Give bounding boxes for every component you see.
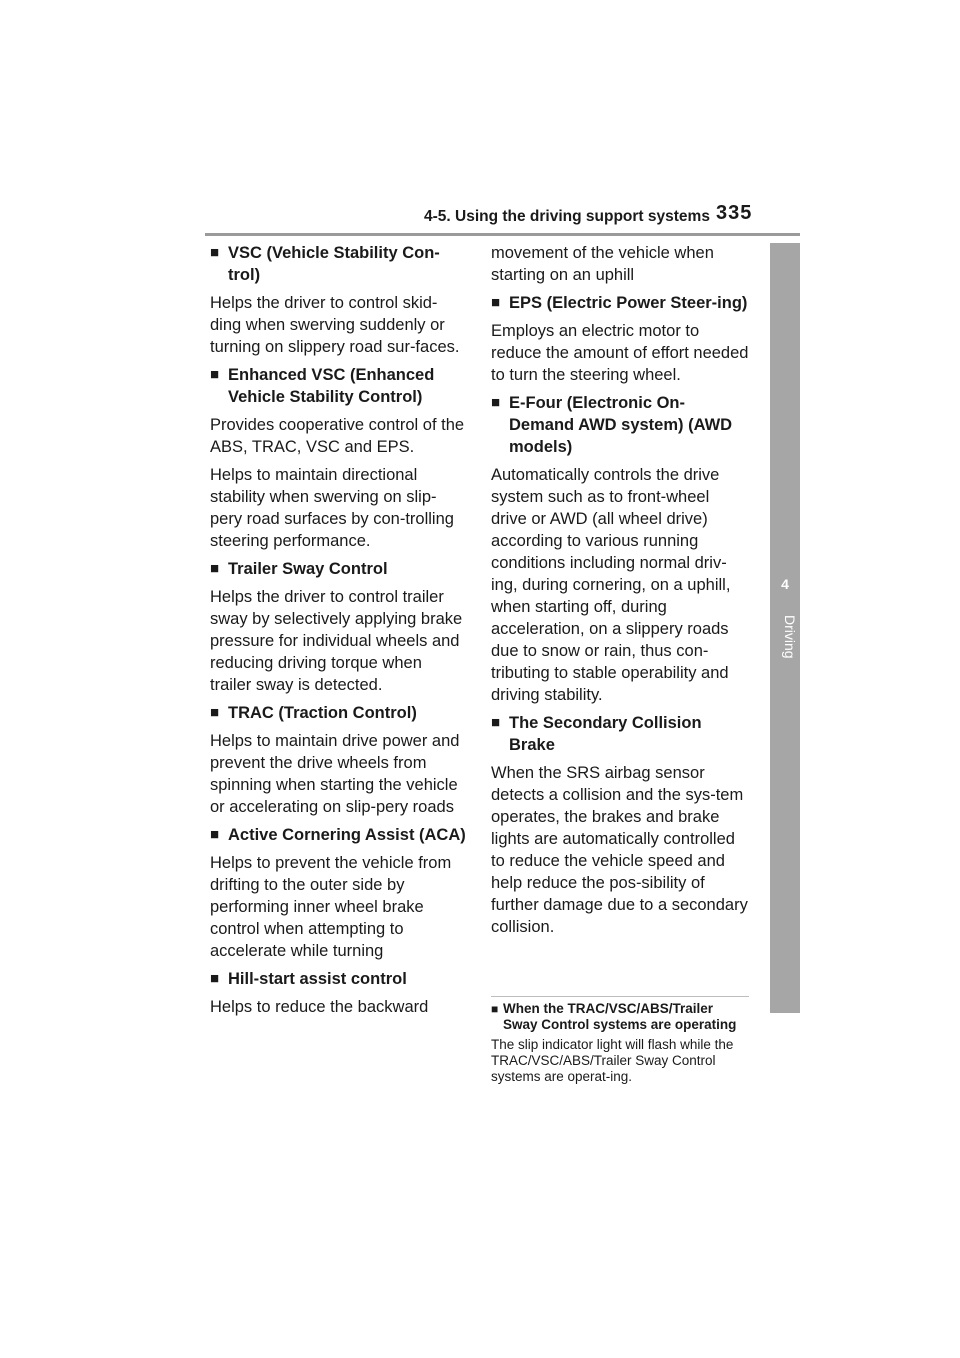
heading-enhanced-vsc	[210, 364, 466, 408]
paragraph: When the SRS airbag sensor detects a collision and the sys-tem operates, the brakes and brake lights are automatically controlled to reduce the vehicle speed and help reduce the pos-sibility of further damage due to a secondary collision.	[491, 764, 748, 936]
note-divider	[491, 996, 749, 997]
page-number: 335	[716, 202, 753, 224]
section-title: 4-5. Using the driving support systems	[424, 208, 710, 225]
paragraph: Helps to prevent the vehicle from drifting to the outer side by performing inner wheel brake control when attempting to accelerate while turning	[210, 854, 452, 960]
heading-text: TRAC (Traction Control)	[228, 704, 417, 722]
square-bullet-icon: ■	[491, 394, 501, 411]
heading-aca	[210, 824, 466, 846]
heading-text: Trailer Sway Control	[228, 560, 388, 578]
header-rule	[205, 233, 800, 236]
square-bullet-icon: ■	[210, 826, 220, 843]
right-column	[491, 242, 749, 944]
paragraph: Helps the driver to control trailer sway by selectively applying brake pressure for individual wheels and reducing driving torque when trailer sway is detected.	[210, 588, 463, 694]
heading-eps	[491, 292, 749, 314]
square-bullet-icon: ■	[491, 714, 501, 731]
paragraph: Helps the driver to control skid-ding when swerving suddenly or turning on slippery road sur-faces.	[210, 294, 460, 356]
heading-trac	[210, 702, 466, 724]
square-bullet-icon: ■	[491, 1002, 499, 1016]
paragraph: Helps to maintain drive power and prevent the drive wheels from spinning when starting the vehicle or accelerating on slip-pery roads	[210, 732, 460, 816]
note-box	[491, 1001, 749, 1085]
heading-vsc	[210, 242, 466, 286]
heading-text: Enhanced VSC (Enhanced Vehicle Stability Control)	[228, 366, 435, 406]
square-bullet-icon: ■	[210, 244, 220, 261]
chapter-number: 4	[781, 576, 789, 592]
paragraph: Helps to reduce the backward	[210, 998, 429, 1016]
square-bullet-icon: ■	[491, 294, 501, 311]
square-bullet-icon: ■	[210, 970, 220, 987]
paragraph: Helps to maintain directional stability when swerving on slip-pery road surfaces by con-trolling steering performance.	[210, 466, 454, 550]
heading-text: Active Cornering Assist (ACA)	[228, 826, 466, 844]
note-heading-text: When the TRAC/VSC/ABS/Trailer Sway Control systems are operating	[503, 1001, 737, 1032]
heading-text: VSC (Vehicle Stability Con-trol)	[228, 244, 440, 284]
paragraph: Employs an electric motor to reduce the amount of effort needed to turn the steering wheel.	[491, 322, 749, 384]
chapter-label: Driving	[782, 615, 798, 659]
heading-hill-start	[210, 968, 466, 990]
heading-secondary-collision-brake	[491, 712, 749, 756]
left-column	[210, 242, 466, 1024]
heading-text: EPS (Electric Power Steer-ing)	[509, 294, 748, 312]
paragraph: Provides cooperative control of the ABS, TRAC, VSC and EPS.	[210, 416, 465, 456]
heading-text: The Secondary Collision Brake	[509, 714, 702, 754]
note-heading	[491, 1001, 749, 1033]
heading-text: E-Four (Electronic On-Demand AWD system) (AWD models)	[509, 394, 733, 456]
square-bullet-icon: ■	[210, 704, 220, 721]
heading-text: Hill-start assist control	[228, 970, 407, 988]
heading-e-four	[491, 392, 749, 458]
paragraph-continuation: movement of the vehicle when starting on an uphill	[491, 244, 714, 284]
heading-trailer-sway	[210, 558, 466, 580]
square-bullet-icon: ■	[210, 560, 220, 577]
note-text: The slip indicator light will flash while the TRAC/VSC/ABS/Trailer Sway Control systems are operat-ing.	[491, 1037, 734, 1084]
paragraph: Automatically controls the drive system such as to front-wheel drive or AWD (all wheel drive) according to various running conditions including normal driv-ing, during cornering, on a uphill, when starting off, during acceleration, on a slippery roads due to snow or rain, thus con-tributing to stable operability and driving stability.	[491, 466, 731, 704]
square-bullet-icon: ■	[210, 366, 220, 383]
